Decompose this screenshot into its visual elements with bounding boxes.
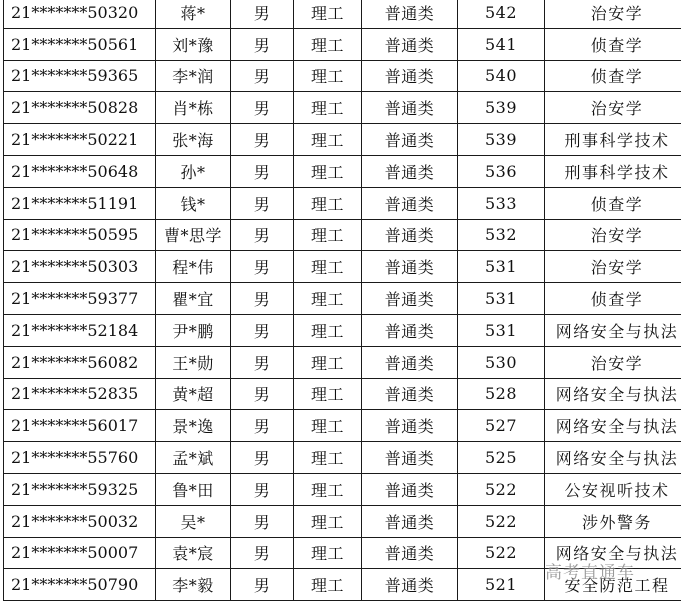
cell-category: 普通类 xyxy=(362,124,458,156)
table-body xyxy=(4,0,681,601)
cell-major: 侦查学 xyxy=(545,283,681,315)
table-row xyxy=(4,410,681,442)
admission-table-sheet xyxy=(3,0,679,601)
cell-gender: 男 xyxy=(231,0,294,28)
table-row xyxy=(4,187,681,219)
cell-subject: 理工 xyxy=(294,219,362,251)
cell-category: 普通类 xyxy=(362,346,458,378)
cell-subject: 理工 xyxy=(294,155,362,187)
cell-gender: 男 xyxy=(231,314,294,346)
cell-candidate-id: 21*******59365 xyxy=(4,60,156,92)
cell-name: 孙* xyxy=(156,155,231,187)
cell-candidate-id: 21*******59325 xyxy=(4,473,156,505)
cell-subject: 理工 xyxy=(294,410,362,442)
table-row xyxy=(4,124,681,156)
cell-candidate-id: 21*******55760 xyxy=(4,442,156,474)
cell-category: 普通类 xyxy=(362,505,458,537)
cell-score: 539 xyxy=(458,92,545,124)
cell-candidate-id: 21*******50561 xyxy=(4,28,156,60)
cell-gender: 男 xyxy=(231,155,294,187)
cell-subject: 理工 xyxy=(294,442,362,474)
cell-name: 孟*斌 xyxy=(156,442,231,474)
table-row xyxy=(4,28,681,60)
cell-major: 治安学 xyxy=(545,251,681,283)
cell-category: 普通类 xyxy=(362,187,458,219)
cell-category: 普通类 xyxy=(362,473,458,505)
cell-candidate-id: 21*******52835 xyxy=(4,378,156,410)
cell-score: 536 xyxy=(458,155,545,187)
cell-subject: 理工 xyxy=(294,569,362,601)
cell-candidate-id: 21*******50828 xyxy=(4,92,156,124)
cell-score: 539 xyxy=(458,124,545,156)
cell-subject: 理工 xyxy=(294,251,362,283)
cell-candidate-id: 21*******50007 xyxy=(4,537,156,569)
cell-candidate-id: 21*******50303 xyxy=(4,251,156,283)
cell-subject: 理工 xyxy=(294,0,362,28)
cell-score: 527 xyxy=(458,410,545,442)
cell-name: 钱* xyxy=(156,187,231,219)
cell-name: 李*润 xyxy=(156,60,231,92)
cell-score: 522 xyxy=(458,505,545,537)
cell-score: 532 xyxy=(458,219,545,251)
cell-score: 525 xyxy=(458,442,545,474)
cell-candidate-id: 21*******50320 xyxy=(4,0,156,28)
cell-major: 网络安全与执法 xyxy=(545,314,681,346)
cell-subject: 理工 xyxy=(294,28,362,60)
cell-score: 531 xyxy=(458,283,545,315)
cell-gender: 男 xyxy=(231,378,294,410)
cell-candidate-id: 21*******51191 xyxy=(4,187,156,219)
cell-category: 普通类 xyxy=(362,410,458,442)
cell-category: 普通类 xyxy=(362,92,458,124)
cell-name: 袁*宸 xyxy=(156,537,231,569)
cell-subject: 理工 xyxy=(294,473,362,505)
table-row xyxy=(4,219,681,251)
cell-name: 吴* xyxy=(156,505,231,537)
table-row xyxy=(4,314,681,346)
cell-score: 541 xyxy=(458,28,545,60)
cell-major: 刑事科学技术 xyxy=(545,124,681,156)
table-row xyxy=(4,505,681,537)
cell-category: 普通类 xyxy=(362,60,458,92)
cell-major: 网络安全与执法 xyxy=(545,537,681,569)
cell-score: 521 xyxy=(458,569,545,601)
cell-category: 普通类 xyxy=(362,155,458,187)
cell-candidate-id: 21*******56082 xyxy=(4,346,156,378)
cell-category: 普通类 xyxy=(362,251,458,283)
cell-category: 普通类 xyxy=(362,442,458,474)
cell-name: 曹*思学 xyxy=(156,219,231,251)
cell-candidate-id: 21*******50595 xyxy=(4,219,156,251)
cell-category: 普通类 xyxy=(362,219,458,251)
cell-major: 刑事科学技术 xyxy=(545,155,681,187)
cell-subject: 理工 xyxy=(294,124,362,156)
watermark: 高考直通车 xyxy=(545,563,635,583)
table-row xyxy=(4,378,681,410)
cell-candidate-id: 21*******56017 xyxy=(4,410,156,442)
cell-major: 侦查学 xyxy=(545,28,681,60)
cell-candidate-id: 21*******50221 xyxy=(4,124,156,156)
cell-category: 普通类 xyxy=(362,569,458,601)
cell-category: 普通类 xyxy=(362,0,458,28)
table-row xyxy=(4,251,681,283)
cell-major: 网络安全与执法 xyxy=(545,442,681,474)
cell-gender: 男 xyxy=(231,219,294,251)
cell-major: 治安学 xyxy=(545,219,681,251)
cell-subject: 理工 xyxy=(294,60,362,92)
cell-name: 鲁*田 xyxy=(156,473,231,505)
table-row xyxy=(4,346,681,378)
table-row xyxy=(4,0,681,28)
cell-gender: 男 xyxy=(231,442,294,474)
cell-subject: 理工 xyxy=(294,537,362,569)
table-row xyxy=(4,442,681,474)
cell-gender: 男 xyxy=(231,187,294,219)
cell-gender: 男 xyxy=(231,569,294,601)
cell-major: 侦查学 xyxy=(545,60,681,92)
cell-name: 黄*超 xyxy=(156,378,231,410)
cell-score: 530 xyxy=(458,346,545,378)
table-row xyxy=(4,60,681,92)
cell-score: 528 xyxy=(458,378,545,410)
cell-category: 普通类 xyxy=(362,28,458,60)
cell-score: 542 xyxy=(458,0,545,28)
admission-table xyxy=(3,0,681,601)
cell-score: 540 xyxy=(458,60,545,92)
table-row xyxy=(4,92,681,124)
cell-name: 肖*栋 xyxy=(156,92,231,124)
cell-score: 522 xyxy=(458,473,545,505)
cell-candidate-id: 21*******50790 xyxy=(4,569,156,601)
cell-subject: 理工 xyxy=(294,378,362,410)
cell-subject: 理工 xyxy=(294,505,362,537)
cell-candidate-id: 21*******50032 xyxy=(4,505,156,537)
cell-category: 普通类 xyxy=(362,283,458,315)
cell-candidate-id: 21*******50648 xyxy=(4,155,156,187)
cell-major: 治安学 xyxy=(545,346,681,378)
cell-gender: 男 xyxy=(231,60,294,92)
cell-gender: 男 xyxy=(231,473,294,505)
cell-name: 刘*豫 xyxy=(156,28,231,60)
cell-name: 张*海 xyxy=(156,124,231,156)
cell-gender: 男 xyxy=(231,410,294,442)
cell-category: 普通类 xyxy=(362,378,458,410)
cell-subject: 理工 xyxy=(294,346,362,378)
cell-major: 网络安全与执法 xyxy=(545,378,681,410)
cell-name: 程*伟 xyxy=(156,251,231,283)
cell-major: 治安学 xyxy=(545,92,681,124)
cell-gender: 男 xyxy=(231,92,294,124)
table-row xyxy=(4,473,681,505)
cell-gender: 男 xyxy=(231,346,294,378)
cell-candidate-id: 21*******59377 xyxy=(4,283,156,315)
cell-gender: 男 xyxy=(231,251,294,283)
cell-major: 安全防范工程 xyxy=(545,569,681,601)
cell-name: 尹*鹏 xyxy=(156,314,231,346)
cell-subject: 理工 xyxy=(294,187,362,219)
cell-major: 涉外警务 xyxy=(545,505,681,537)
cell-name: 李*毅 xyxy=(156,569,231,601)
cell-category: 普通类 xyxy=(362,537,458,569)
cell-score: 522 xyxy=(458,537,545,569)
cell-gender: 男 xyxy=(231,28,294,60)
cell-major: 治安学 xyxy=(545,0,681,28)
cell-gender: 男 xyxy=(231,537,294,569)
cell-candidate-id: 21*******52184 xyxy=(4,314,156,346)
cell-major: 公安视听技术 xyxy=(545,473,681,505)
cell-category: 普通类 xyxy=(362,314,458,346)
cell-name: 王*勋 xyxy=(156,346,231,378)
table-row xyxy=(4,155,681,187)
cell-gender: 男 xyxy=(231,283,294,315)
table-row xyxy=(4,283,681,315)
cell-major: 侦查学 xyxy=(545,187,681,219)
cell-gender: 男 xyxy=(231,505,294,537)
cell-major: 网络安全与执法 xyxy=(545,410,681,442)
cell-name: 蒋* xyxy=(156,0,231,28)
cell-subject: 理工 xyxy=(294,283,362,315)
cell-gender: 男 xyxy=(231,124,294,156)
cell-score: 533 xyxy=(458,187,545,219)
cell-name: 瞿*宜 xyxy=(156,283,231,315)
cell-subject: 理工 xyxy=(294,92,362,124)
cell-score: 531 xyxy=(458,251,545,283)
cell-name: 景*逸 xyxy=(156,410,231,442)
cell-score: 531 xyxy=(458,314,545,346)
cell-subject: 理工 xyxy=(294,314,362,346)
